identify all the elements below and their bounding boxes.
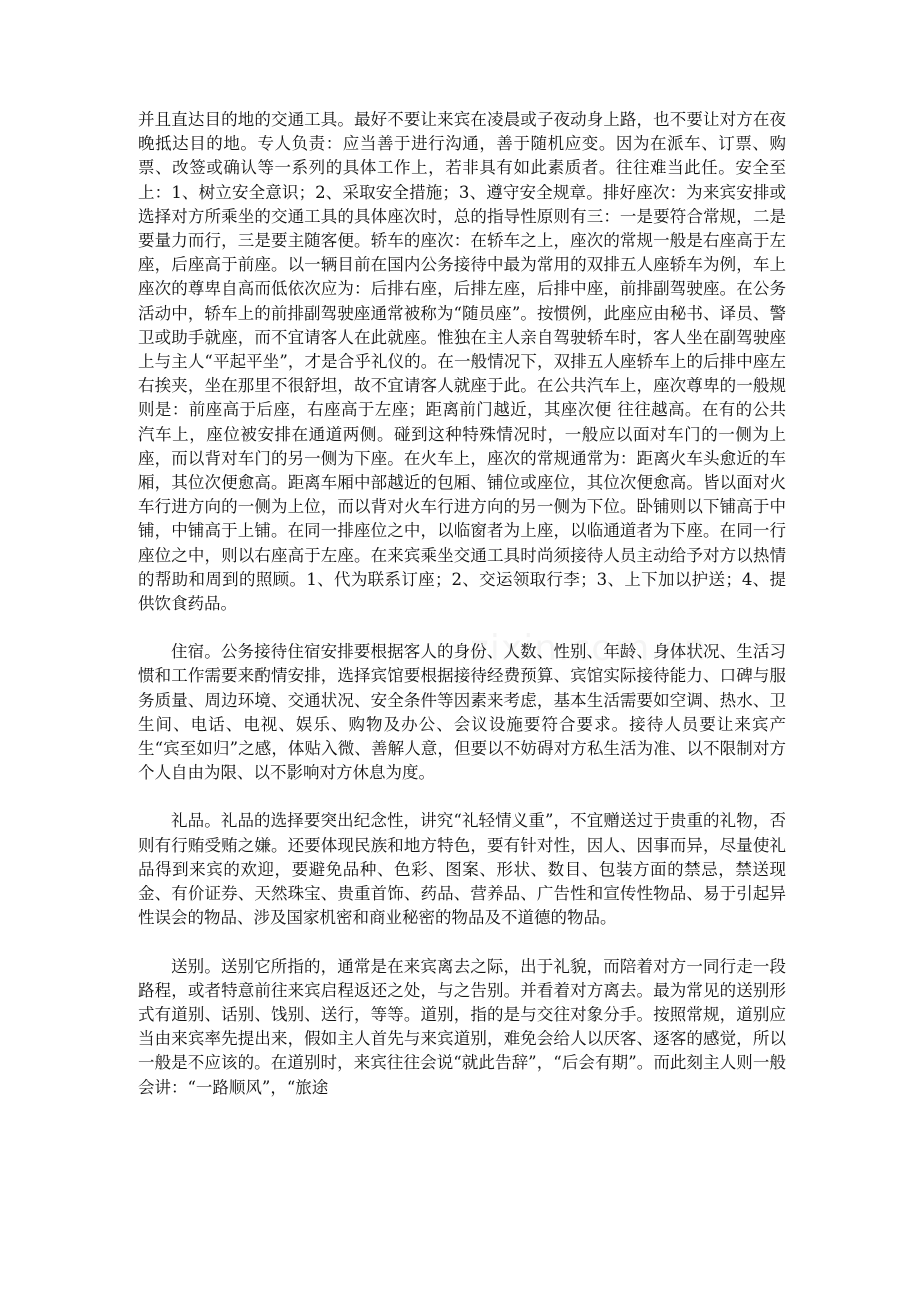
paragraph-transport: 并且直达目的地的交通工具。最好不要让来宾在凌晨或子夜动身上路，也不要让对方在夜晚抵达目的地。专人负责：应当善于进行沟通，善于随机应变。因为在派车、订票、购票、改签或确认等一系列的具体工作上，若非具有如此素质者。往往难当此任。安全至上：1、树立安全意识；2、采取安全措施；3、遵守安全规章。排好座次：为来宾安排或选择对方所乘坐的交通工具的具体座次时，总的指导性原则有三：一是要符合常规，二是要量力而行，三是要主随客便。轿车的座次：在轿车之上，座次的常规一般是右座高于左座，后座高于前座。以一辆目前在国内公务接待中最为常用的双排五人座轿车为例，车上座次的尊卑自高而低依次应为：后排右座，后排左座，后排中座，前排副驾驶座。在公务活动中，轿车上的前排副驾驶座通常被称为“随员座”。按惯例，此座应由秘书、译员、警卫或助手就座，而不宜请客人在此就座。惟独在主人亲自驾驶轿车时，客人坐在副驾驶座上与主人“平起平坐”，才是合乎礼仪的。在一般情况下，双排五人座轿车上的后排中座左右挨夹，坐在那里不很舒坦，故不宜请客人就座于此。在公共汽车上，座次尊卑的一般规则是：前座高于后座，右座高于左座；距离前门越近，其座次便 往往越高。在有的公共汽车上，座位被安排在通道两侧。碰到这种特殊情况时，一般应以面对车门的一侧为上座，而以背对车门的另一侧为下座。在火车上，座次的常规通常为：距离火车头愈近的车厢，其位次便愈高。距离车厢中部越近的包厢、铺位或座位，其位次便愈高。皆以面对火车行进方向的一侧为上位，而以背对火车行进方向的另一侧为下位。卧铺则以下铺高于中铺，中铺高于上铺。在同一排座位之中，以临窗者为上座，以临通道者为下座。在同一行座位之中，则以右座高于左座。在来宾乘坐交通工具时尚须接待人员主动给予对方以热情的帮助和周到的照顾。1、代为联系订座；2、交运领取行李；3、上下加以护送；4、提供饮食药品。 bbox=[138, 110, 786, 614]
paragraph-farewell: 送别。送别它所指的，通常是在来宾离去之际，出于礼貌，而陪着对方一同行走一段路程，或者特意前往来宾启程返还之处，与之告别。并看着对方离去。最为常见的送别形式有道别、话别、饯别、送行，等等。道别，指的是与交往对象分手。按照常规，道别应当由来宾率先提出来，假如主人首先与来宾道别，难免会给人以厌客、逐客的感觉，所以一般是不应该的。在道别时，来宾往往会说“就此告辞”，“后会有期”。而此刻主人则一般会讲：“一路顺风”，“旅途 bbox=[138, 956, 786, 1097]
document-body bbox=[138, 108, 786, 1100]
paragraph-gifts: 礼品。礼品的选择要突出纪念性，讲究“礼轻情义重”，不宜赠送过于贵重的礼物，否则有行贿受贿之嫌。还要体现民族和地方特色，要有针对性，因人、因事而异，尽量使礼品得到来宾的欢迎，要避免品种、色彩、图案、形状、数目、包装方面的禁忌，禁送现金、有价证券、天然珠宝、贵重首饰、药品、营养品、广告性和宣传性物品、易于引起异性误会的物品、涉及国家机密和商业秘密的物品及不道德的物品。 bbox=[138, 811, 786, 928]
paragraph-lodging: 住宿。公务接待住宿安排要根据客人的身份、人数、性别、年龄、身体状况、生活习惯和工作需要来酌情安排，选择宾馆要根据接待经费预算、宾馆实际接待能力、口碑与服务质量、周边环境、交通状况、安全条件等因素来考虑，基本生活需要如空调、热水、卫生间、电话、电视、娱乐、购物及办公、会议设施要符合要求。接待人员要让来宾产生“宾至如归”之感，体贴入微、善解人意，但要以不妨碍对方私生活为准、以不限制对方个人自由为限、以不影响对方休息为度。 bbox=[138, 642, 786, 783]
